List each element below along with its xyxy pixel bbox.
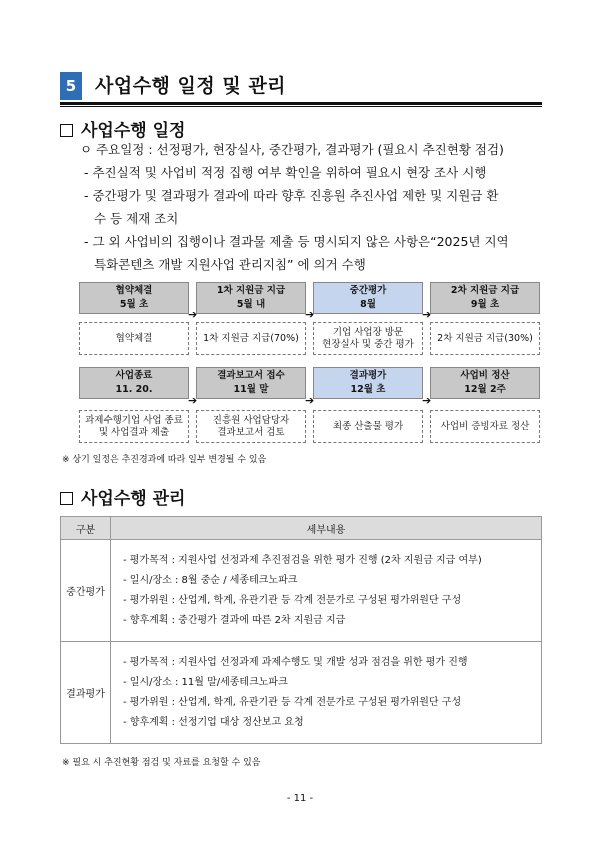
arrow-right-icon: ➔ — [188, 308, 198, 321]
schedule-line-2: - 추진실적 및 사업비 적정 집행 여부 확인을 위하여 필요시 현장 조사 시행 — [84, 165, 487, 180]
schedule-heading: 사업수행 일정 — [60, 116, 185, 141]
arrow-right-icon: ➔ — [305, 394, 315, 407]
desc-report-receipt: 진흥원 사업담당자 결과보고서 검토 — [196, 410, 306, 443]
management-table — [60, 516, 542, 744]
stage-settlement: 사업비 정산 12월 2주 — [430, 367, 540, 399]
arrow-right-icon: ➔ — [188, 394, 198, 407]
schedule-line-3: - 중간평가 및 결과평가 결과에 따라 향후 진흥원 추진사업 제한 및 지원금 환 — [84, 188, 499, 203]
table-cell-category: 중간평가 — [61, 540, 111, 642]
stage-report-receipt: 결과보고서 접수 11월 말 — [196, 367, 306, 399]
table-header-category: 구분 — [61, 517, 111, 540]
section-divider — [60, 102, 542, 105]
desc-agreement: 협약체결 — [79, 322, 189, 355]
schedule-line-5: - 그 외 사업비의 집행이나 결과물 제출 등 명시되지 않은 사항은“2025년 지역 — [84, 234, 509, 249]
section-number: 5 — [60, 72, 82, 100]
table-cell-detail: - 평가목적 : 지원사업 선정과제 추진점검을 위한 평가 진행 (2차 지원금 지급 여부) - 일시/장소 : 8월 중순 / 세종테크노파크 - 평가위원 : 산업계, 학계, 유관기관 등 각계 전문가로 구성된 평가위원단 구성 - 향후계획 : 중간평가 결과에 따른 2차 지원금 지급 — [111, 540, 542, 642]
square-bullet-icon — [60, 492, 73, 505]
stage-final-eval: 결과평가 12월 초 — [313, 367, 423, 399]
table-row — [61, 642, 542, 744]
table-header-row — [61, 517, 542, 540]
desc-second-payment: 2차 지원금 지급(30%) — [430, 322, 540, 355]
desc-final-eval: 최종 산출물 평가 — [313, 410, 423, 443]
stage-midterm-eval: 중간평가 8월 — [313, 282, 423, 314]
schedule-line-1: ㅇ 주요일정 : 선정평가, 현장실사, 중간평가, 결과평가 (필요시 추진현황 점검) — [80, 142, 504, 157]
section-header — [60, 72, 542, 102]
arrow-right-icon: ➔ — [305, 308, 315, 321]
desc-midterm-eval: 기업 사업장 방문 현장실사 및 중간 평가 — [313, 322, 423, 355]
table-header-detail: 세부내용 — [111, 517, 542, 540]
schedule-line-4: 수 등 제재 조치 — [94, 211, 179, 226]
management-note: ※ 필요 시 추진현황 점검 및 자료를 요청할 수 있음 — [62, 758, 261, 768]
stage-second-payment: 2차 지원금 지급 9월 초 — [430, 282, 540, 314]
section-divider-thin — [60, 106, 542, 107]
management-heading: 사업수행 관리 — [60, 484, 185, 509]
page-number: - 11 - — [286, 793, 314, 804]
table-row — [61, 540, 542, 642]
stage-project-end: 사업종료 11. 20. — [79, 367, 189, 399]
square-bullet-icon — [60, 124, 73, 137]
schedule-note: ※ 상기 일정은 추진경과에 따라 일부 변경될 수 있음 — [62, 455, 267, 465]
table-cell-detail: - 평가목적 : 지원사업 선정과제 과제수행도 및 개발 성과 점검을 위한 평가 진행 - 일시/장소 : 11월 말/세종테크노파크 - 평가위원 : 산업계, 학계, 유관기관 등 각계 전문가로 구성된 평가위원단 구성 - 향후계획 : 선정기업 대상 정산보고 요청 — [111, 642, 542, 744]
desc-first-payment: 1차 지원금 지급(70%) — [196, 322, 306, 355]
table-cell-category: 결과평가 — [61, 642, 111, 744]
stage-first-payment: 1차 지원금 지급 5월 내 — [196, 282, 306, 314]
section-title: 사업수행 일정 및 관리 — [95, 75, 287, 97]
stage-agreement: 협약체결 5월 초 — [79, 282, 189, 314]
desc-project-end: 과제수행기업 사업 종료 및 사업결과 제출 — [79, 410, 189, 443]
arrow-right-icon: ➔ — [422, 394, 432, 407]
schedule-line-6: 특화콘텐츠 개발 지원사업 관리지침” 에 의거 수행 — [94, 257, 366, 272]
arrow-right-icon: ➔ — [422, 308, 432, 321]
desc-settlement: 사업비 증빙자료 정산 — [430, 410, 540, 443]
